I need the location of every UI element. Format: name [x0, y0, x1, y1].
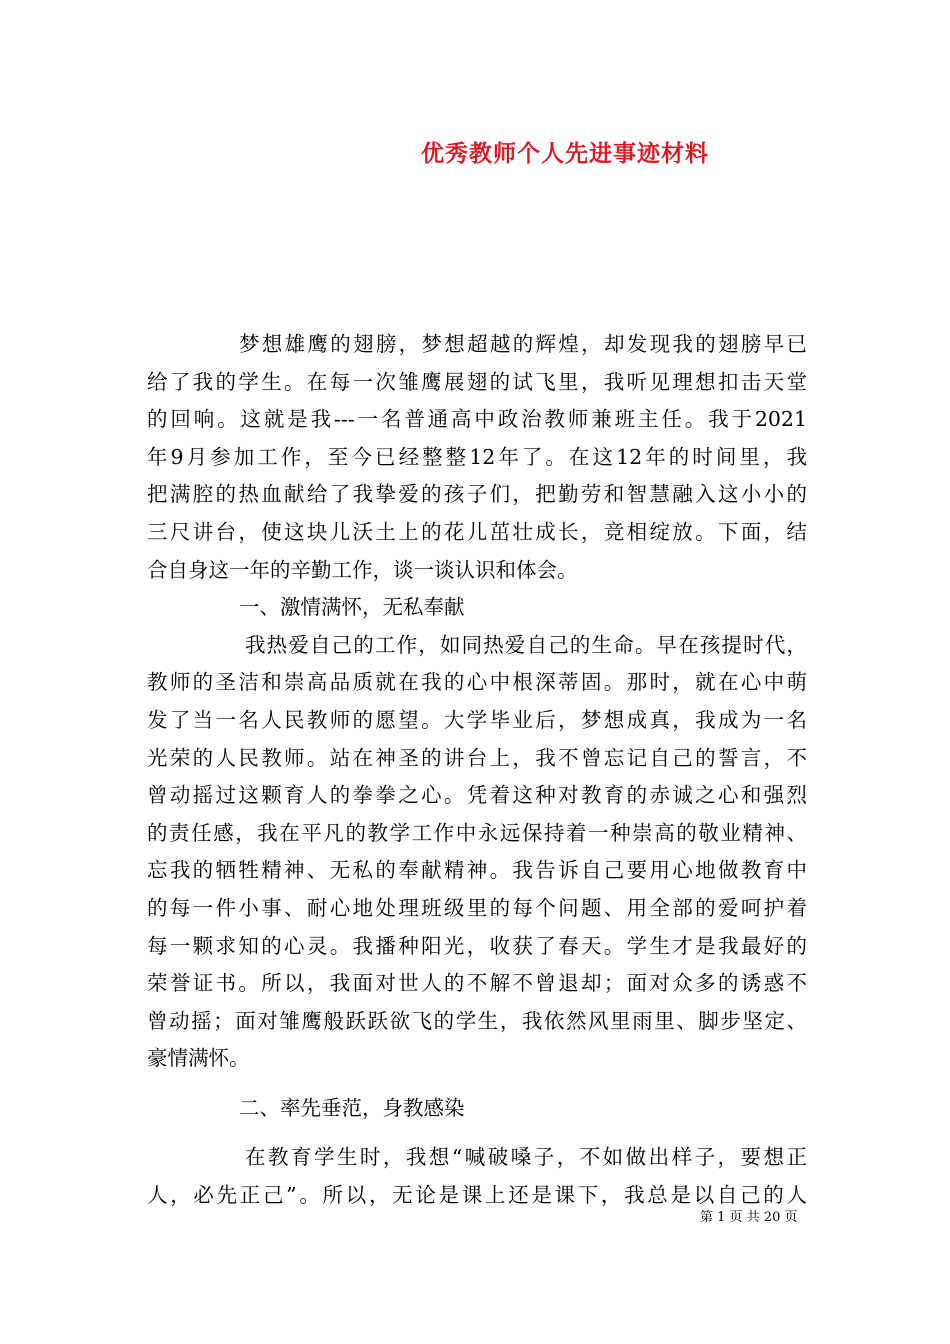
paragraph-line: 把满腔的热血献给了我挚爱的孩子们，把勤劳和智慧融入这小小的 — [147, 482, 807, 507]
paragraph-line: 荣誉证书。所以，我面对世人的不解不曾退却；面对众多的诱惑不 — [147, 971, 807, 996]
paragraph-line: 的每一件小事、耐心地处理班级里的每个问题、用全部的爱呵护着 — [147, 895, 807, 920]
section-heading: 二、率先垂范，身教感染 — [239, 1095, 465, 1120]
paragraph-line: 豪情满怀。 — [147, 1046, 250, 1071]
document-body — [147, 326, 807, 1215]
paragraph-line: 忘我的牺牲精神、无私的奉献精神。我告诉自己要用心地做教育中 — [147, 858, 807, 883]
paragraph-line: 光荣的人民教师。站在神圣的讲台上，我不曾忘记自己的誓言，不 — [147, 745, 807, 770]
paragraph-line: 梦想雄鹰的翅膀，梦想超越的辉煌，却发现我的翅膀早已 — [239, 332, 807, 356]
paragraph-line: 曾动摇；面对雏鹰般跃跃欲飞的学生，我依然风里雨里、脚步坚定、 — [147, 1008, 807, 1033]
paragraph-line: 三尺讲台，使这块儿沃土上的花儿茁壮成长，竞相绽放。下面，结 — [147, 519, 807, 544]
paragraph-line: 的回响。这就是我---一名普通高中政治教师兼班主任。我于2021 — [147, 407, 807, 432]
paragraph-line: 每一颗求知的心灵。我播种阳光，收获了春天。学生才是我最好的 — [147, 933, 807, 958]
paragraph-line: 给了我的学生。在每一次雏鹰展翅的试飞里，我听见理想扣击天堂 — [147, 369, 807, 394]
paragraph-line: 曾动摇过这颗育人的拳拳之心。凭着这种对教育的赤诚之心和强烈 — [147, 783, 807, 808]
section-heading: 一、激情满怀，无私奉献 — [239, 595, 465, 620]
paragraph-line: 合自身这一年的辛勤工作，谈一谈认识和体会。 — [147, 557, 578, 582]
page-title: 优秀教师个人先进事迹材料 — [421, 140, 709, 167]
paragraph-line: 教师的圣洁和崇高品质就在我的心中根深蒂固。那时，就在心中萌 — [147, 670, 807, 695]
paragraph-line: 年9月参加工作，至今已经整整12年了。在这12年的时间里，我 — [147, 444, 807, 469]
paragraph-line: 人，必先正己”。所以，无论是课上还是课下，我总是以自己的人 — [147, 1183, 807, 1208]
paragraph-line: 发了当一名人民教师的愿望。大学毕业后，梦想成真，我成为一名 — [147, 707, 807, 732]
paragraph-line: 我热爱自己的工作，如同热爱自己的生命。早在孩提时代， — [245, 632, 807, 657]
page-number-footer: 第 1 页 共 20 页 — [700, 1210, 798, 1225]
paragraph-line: 在教育学生时，我想“喊破嗓子，不如做出样子，要想正 — [245, 1145, 807, 1170]
paragraph-line: 的责任感，我在平凡的教学工作中永远保持着一种崇高的敬业精神、 — [147, 820, 807, 845]
